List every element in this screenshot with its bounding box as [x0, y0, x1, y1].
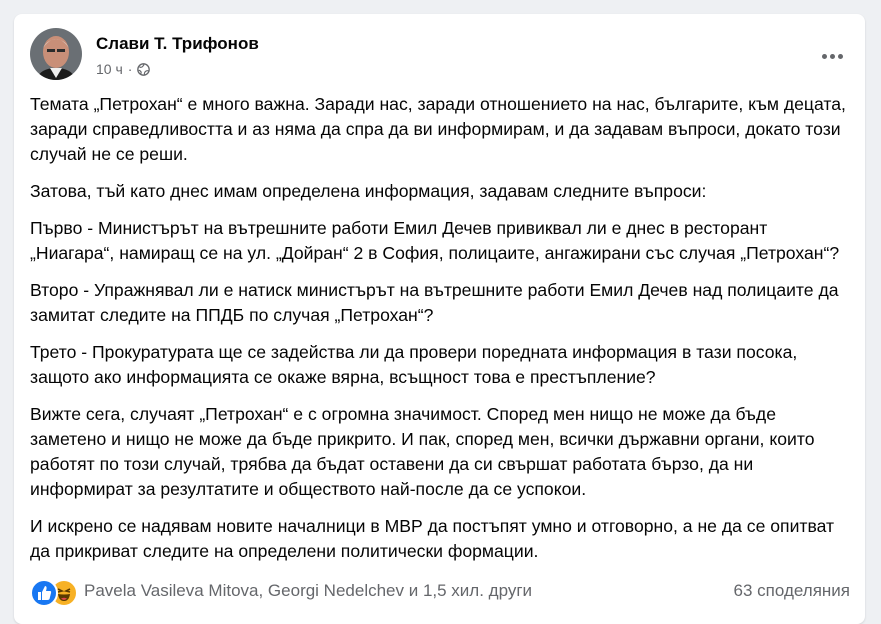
more-options-icon[interactable]	[814, 38, 850, 74]
author-name[interactable]: Слави Т. Трифонов	[96, 34, 259, 53]
post-header	[30, 28, 850, 80]
post-paragraph: И искрено се надявам новите началници в МВР да постъпят умно и отговорно, а не да се опитват да прикриват следите на определени политически формации.	[30, 516, 835, 561]
reaction-icons	[30, 577, 78, 605]
reactions-summary[interactable]	[30, 577, 532, 605]
post-paragraph: Затова, тъй като днес имам определена информация, задавам следните въпроси:	[30, 181, 707, 201]
post-paragraph: Първо - Министърът на вътрешните работи Емил Дечев привиквал ли е днес в ресторант „Ниагара“, намиращ се на ул. „Дойран“ 2 в София, полицаите, ангажирани със случая „Петрохан“?	[30, 218, 840, 263]
reactions-text[interactable]: Pavela Vasileva Mitova, Georgi Nedelchev и 1,5 хил. други	[84, 581, 533, 600]
shares-count[interactable]: 63 споделяния	[733, 581, 850, 600]
post-meta	[96, 61, 150, 77]
post-footer	[30, 574, 850, 608]
globe-icon[interactable]	[137, 63, 150, 76]
author-avatar[interactable]	[30, 28, 82, 80]
post-paragraph: Второ - Упражнявал ли е натиск министърът на вътрешните работи Емил Дечев над полицаите да замитат следите на ППДБ по случая „Петрохан“?	[30, 280, 839, 325]
post-time[interactable]: 10 ч	[96, 61, 123, 77]
like-icon	[30, 579, 58, 607]
post-card	[14, 14, 865, 624]
meta-separator: ·	[127, 61, 133, 77]
post-paragraph: Вижте сега, случаят „Петрохан“ е с огромна значимост. Според мен нищо не може да бъде заметено и нищо не може да бъде прикрито. И пак, според мен, всички държавни органи, които работят по този случай, трябва да бъдат оставени да си свършат работата бързо, да ни информират за резултатите и обществото най-после да се успокои.	[30, 404, 815, 499]
post-body	[30, 92, 850, 576]
post-paragraph: Трето - Прокуратурата ще се задейства ли да провери поредната информация в тази посока, защото ако информацията се окаже вярна, всъщност това е престъпление?	[30, 342, 798, 387]
post-paragraph: Темата „Петрохан“ е много важна. Заради нас, заради отношението на нас, българите, към децата, заради справедливостта и аз няма да спра да ви информирам, и да задавам въпроси, докато този случай не се реши.	[30, 94, 846, 164]
